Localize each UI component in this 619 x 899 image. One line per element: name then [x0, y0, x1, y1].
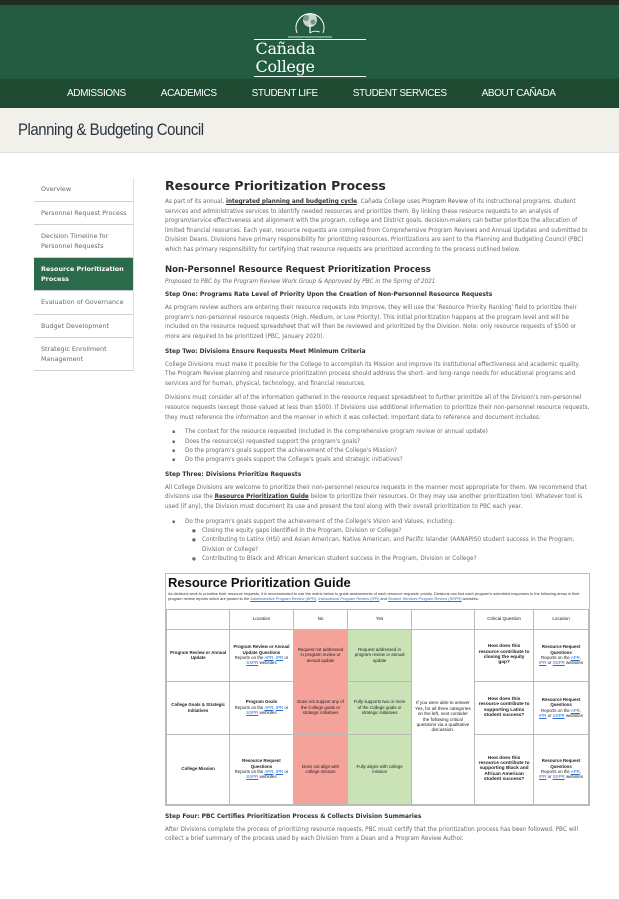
separator: ,	[579, 707, 582, 713]
main-content	[165, 178, 590, 850]
nav-academics[interactable]: ACADEMICS	[160, 88, 217, 99]
separator: ,	[273, 704, 276, 710]
list-item: ▪ Do the program's goals support the achievement of the College's Vision and Values, including:	[165, 518, 590, 527]
main-nav	[0, 79, 619, 108]
guide-matrix	[166, 609, 589, 805]
critical-question-cell: How does this resource contribute to supporting Latinx student success?	[475, 681, 534, 734]
sidebar-item-evaluation-of-governance[interactable]: Evaluation of Governance	[34, 291, 133, 315]
separator: ,	[316, 595, 319, 601]
table-row	[167, 734, 589, 804]
header-cell	[411, 609, 474, 629]
reports-text: Reports on the	[541, 707, 571, 713]
category-cell: College Goals & Strategic Initiatives	[167, 681, 230, 734]
location-title: Resource Request Questions	[541, 758, 581, 769]
step-two-p2: Divisions must consider all of the information gathered in the resource request spreadsheet to further prioritize all of the Division's non-personnel resource requests (except those valued at less than $500). If Divisions use additional information to prioritize their non-personnel resource requests, they must reference the information and the manner in which it was collected. Important data to reference and document includes:	[165, 395, 590, 421]
step-one-title: Step One: Programs Rate Level of Priority Upon the Creation of Non-Personnel Resource Requests	[165, 292, 493, 299]
sspr-link[interactable]: SSPR	[246, 660, 259, 666]
integrated-planning-link[interactable]: integrated planning and budgeting cycle	[226, 199, 358, 205]
location-cell	[230, 734, 293, 804]
ipr-link[interactable]: IPR	[275, 655, 284, 661]
resource-guide-link[interactable]: Resource Prioritization Guide	[214, 494, 309, 501]
header-cell: No	[293, 609, 348, 629]
header-cell: Critical Question	[475, 609, 534, 629]
separator: ,	[579, 655, 582, 661]
separator: or	[546, 774, 553, 780]
intro-text-end: of its instructional programs, student services and administrative services to identify needed resources and prioritize them. By linking these resource requests to an analysis of program/service effectiveness and alignment with the program, college and District goals, decision-makers can better prioritize the allocation of limited financial resources. Each year, resource requests are compiled from Comprehensive Program Reviews and Annual Updates and submitted to Division Deans. Divisions have primary responsibility for prioritizing resources. Prioritizations are sent to the Planning and Budgeting Council (PBC) which has primary responsibility for certifying that resource requests are prioritized according to the process outlined below.	[165, 199, 588, 253]
separator: and	[379, 595, 388, 601]
apr-link[interactable]: Administrative Program Review (APR)	[250, 595, 317, 601]
sspr-link[interactable]: SSPR	[246, 774, 259, 780]
reports-text: Reports on the	[234, 769, 265, 775]
nav-student-services[interactable]: STUDENT SERVICES	[352, 88, 447, 99]
step-three-bullets	[165, 518, 590, 527]
section-title-bar	[0, 108, 619, 153]
location-title: Resource Request Questions	[541, 644, 581, 655]
reports-text: Reports on the	[541, 655, 571, 661]
header-cell: Yes	[348, 609, 411, 629]
proposed-note: Proposed to PBC by the Program Review Work Group & Approved by PBC in the Spring of 2021	[165, 278, 436, 285]
location-title: Resource Request Questions	[242, 758, 281, 769]
step-four-text: After Divisions complete the process of prioritizing resource requests, PBC must certify that the prioritization process has been followed. PBC will collect a brief summary of the process used by each Division from a Dean and a Program Review Author.	[165, 826, 579, 843]
critical-question-cell: How does this resource contribute to supporting Black and African American student success?	[475, 734, 534, 804]
location-title: Program Review or Annual Update Questions	[233, 644, 290, 655]
ipr-link[interactable]: IPR	[275, 769, 284, 775]
list-item: ● Contributing to Black and African American student success in the Program, Division or College?	[165, 555, 590, 564]
step-three-text	[165, 484, 590, 513]
separator: or	[283, 769, 289, 775]
location-cell	[230, 681, 293, 734]
apr-link[interactable]: APR	[570, 707, 580, 713]
step-three-sub-bullets	[165, 527, 590, 565]
category-cell: College Mission	[167, 734, 230, 804]
apr-link[interactable]: APR	[264, 704, 274, 710]
ipr-link[interactable]: IPR	[275, 704, 284, 710]
separator: ,	[273, 769, 276, 775]
step-two-p1: College Divisions must make it possible for the College to accomplish its Mission and improve its institutional effectiveness and academic quality. The Program Review planning and resource prioritization process should address the short- and long-range needs for educational programs and services and for human, physical, technology, and financial resources.	[165, 361, 580, 387]
list-item: ▪ The context for the resource requested (included in the comprehensive program review or annual update)	[165, 428, 590, 437]
guide-description	[168, 591, 587, 601]
separator: or	[546, 712, 553, 718]
location-cell	[534, 734, 589, 804]
header-cell: Location	[534, 609, 589, 629]
guide-desc-end: websites.	[461, 595, 479, 601]
websites-text: websites	[258, 774, 277, 780]
intro-paragraph	[165, 198, 590, 256]
step-three-text-start: All College Divisions are welcome to prioritize their non-personnel resource requests in the manner most appropriate for them. We recommend that divisions use the	[165, 484, 587, 501]
separator: or	[283, 704, 289, 710]
step-two-title: Step Two: Divisions Ensure Requests Meet Minimum Criteria	[165, 348, 366, 355]
separator: or	[546, 660, 553, 666]
location-title: Resource Request Questions	[541, 696, 581, 708]
yes-cell: Fully aligns with college mission	[348, 734, 411, 804]
apr-link[interactable]: APR	[570, 655, 580, 661]
yes-cell: Fully supports two or more of the College goals or strategic initiatives	[348, 681, 411, 734]
ipr-link[interactable]: IPR	[539, 774, 547, 780]
websites-text: websites	[564, 774, 584, 780]
websites-text: websites	[564, 660, 584, 666]
sspr-link[interactable]: Student Services Program Review (SSPR)	[387, 595, 462, 601]
separator: ,	[273, 655, 276, 661]
nav-about-canada[interactable]: ABOUT CAÑADA	[481, 88, 556, 99]
step-four-title: Step Four: PBC Certifies Prioritization Process & Collects Division Summaries	[165, 813, 422, 820]
websites-text: websites	[564, 712, 584, 718]
site-header	[0, 5, 619, 79]
sidebar-item-personnel-request-process[interactable]: Personnel Request Process	[34, 202, 133, 226]
sidebar-item-budget-development[interactable]: Budget Development	[34, 315, 133, 339]
sspr-link[interactable]: SSPR	[552, 774, 565, 780]
separator: or	[283, 655, 289, 661]
separator: ,	[579, 769, 582, 775]
nav-student-life[interactable]: STUDENT LIFE	[251, 88, 318, 99]
intro-text-start: As part of its annual,	[165, 199, 226, 205]
list-item: ● Closing the equity gaps identified in the Program, Division or College?	[165, 527, 590, 536]
table-header-row	[167, 609, 589, 629]
ipr-link[interactable]: IPR	[539, 660, 547, 666]
location-cell	[230, 629, 293, 681]
sidebar	[34, 178, 134, 371]
table-row	[167, 629, 589, 681]
section-title: Planning & Budgeting Council	[18, 120, 204, 139]
program-review-text: Program Review	[421, 199, 469, 205]
no-cell: Request not addressed in program review or annual update	[293, 629, 348, 681]
tree-logo-icon	[288, 7, 332, 39]
location-title: Program Goals	[245, 699, 278, 705]
guide-desc-text: As divisions work to prioritize their resource requests, it is recommended to use the matrix below to guide assessments of each resource requests' priority. Divisions can find each program's submitted responses to the following areas in their program review reports which are posted to the	[168, 590, 580, 601]
reports-text: Reports on the	[541, 769, 571, 775]
apr-link[interactable]: APR	[264, 655, 274, 661]
subtitle: Non-Personnel Resource Request Prioritization Process	[165, 264, 431, 275]
list-item: ▪ Does the resource(s) requested support the program's goals?	[165, 438, 590, 447]
list-item: ▪ Do the program's goals support the College's goals and strategic initiatives?	[165, 456, 590, 465]
sspr-link[interactable]: SSPR	[552, 660, 565, 666]
sidebar-item-strategic-enrollment[interactable]: Strategic Enrollment Management	[34, 338, 133, 371]
middle-note-cell: If you were able to answer Yes, for all three categories on the left, next consider the following critical questions via a qualitative discussion.	[411, 629, 474, 804]
table-row	[167, 681, 589, 734]
step-three-title: Step Three: Divisions Prioritize Requests	[165, 471, 302, 478]
sidebar-item-resource-prioritization[interactable]: Resource Prioritization Process	[34, 258, 133, 291]
location-cell	[534, 629, 589, 681]
apr-link[interactable]: APR	[264, 769, 274, 775]
sidebar-item-overview[interactable]: Overview	[34, 178, 133, 202]
header-cell: Location	[230, 609, 293, 629]
list-item: ● Contributing to Latinx (HSI) and Asian American, Native American, and Pacific Islander (AANAPISI) student success in the Program, Division or College?	[165, 536, 590, 555]
sspr-link[interactable]: SSPR	[246, 710, 259, 716]
ipr-link[interactable]: Instructional Program Review (IPR)	[318, 595, 380, 601]
guide-title: Resource Prioritization Guide	[168, 574, 351, 590]
intro-text-mid: , Cañada College uses	[357, 199, 422, 205]
location-cell	[534, 681, 589, 734]
page-title: Resource Prioritization Process	[165, 178, 386, 193]
nav-admissions[interactable]: ADMISSIONS	[67, 88, 126, 99]
apr-link[interactable]: APR	[570, 769, 580, 775]
reports-text: Reports on the	[234, 704, 265, 710]
step-two-bullets	[165, 428, 590, 466]
websites-text: websites	[258, 660, 277, 666]
college-logo[interactable]	[254, 7, 366, 77]
resource-prioritization-guide	[165, 573, 590, 806]
category-cell: Program Review or Annual Update	[167, 629, 230, 681]
sidebar-item-decision-timeline[interactable]: Decision Timeline for Personnel Requests	[34, 225, 133, 258]
sspr-link[interactable]: SSPR	[552, 712, 565, 718]
reports-text: Reports on the	[234, 655, 265, 661]
step-one-text: As program review authors are entering their resource requests into Improve, they will use the 'Resource Priority Ranking' field to prioritize their program's non-personnel resource requests (High, Medium, or Low Priority). This initial prioritization happens at the program level and will be included on the resource request spreadsheet that will then be reviewed and prioritized by the Division. Note: only resource requests of $500 or more are required to be prioritized (PBC, January 2020).	[165, 305, 577, 340]
logo-text: Cañada College	[254, 39, 366, 77]
critical-question-cell: How does this resource contribute to closing the equity gap?	[475, 629, 534, 681]
yes-cell: Request addressed in program review or annual update	[348, 629, 411, 681]
ipr-link[interactable]: IPR	[539, 712, 547, 718]
step-three-text-end: below to prioritize their resources. Or they may use another prioritization tool. Whatever tool is used (if any), the Division must document its use and present the tool along with their overall prioritization to PBC each year.	[165, 494, 583, 510]
websites-text: websites	[258, 710, 277, 716]
header-cell	[167, 609, 230, 629]
no-cell: Does not support any of the College goals or strategic initiatives	[293, 681, 348, 734]
list-item: ▪ Do the program's goals support the achievement of the College's Mission?	[165, 447, 590, 456]
no-cell: Does not align with college mission	[293, 734, 348, 804]
